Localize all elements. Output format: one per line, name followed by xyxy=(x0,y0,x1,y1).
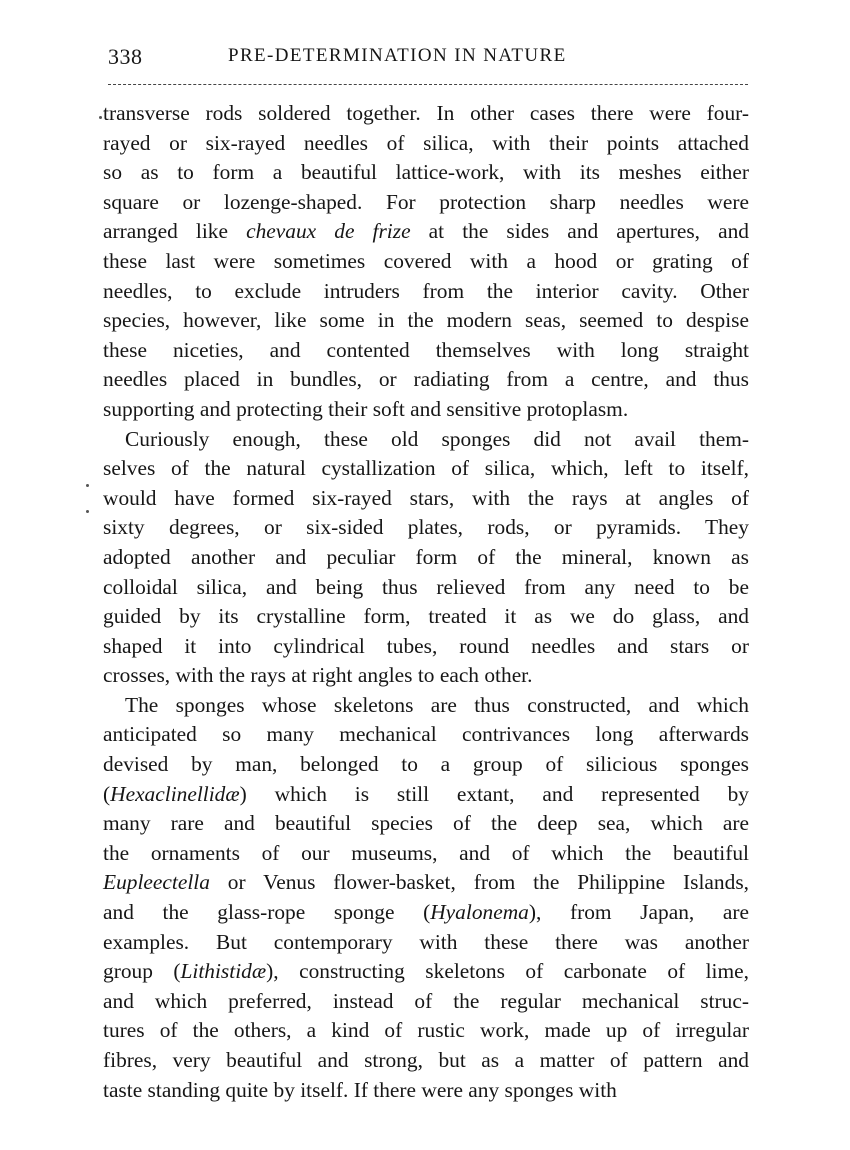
text-line: these last were sometimes covered with a hood or grating of xyxy=(103,248,749,273)
text-line: guided by its crystalline form, treated it as we do glass, and xyxy=(103,604,749,629)
text-line: and which preferred, instead of the regular mechanical struc- xyxy=(103,988,749,1013)
text-line: adopted another and peculiar form of the mineral, known as xyxy=(103,544,749,569)
text-line: and the glass-rope sponge (Hyalonema), from Japan, are xyxy=(103,900,749,925)
text-line: transverse rods soldered together. In other cases there were four- xyxy=(103,101,749,125)
text-line: needles, to exclude intruders from the interior cavity. Other xyxy=(103,278,749,303)
text-line: devised by man, belonged to a group of silicious sponges xyxy=(103,752,749,777)
text-line: Curiously enough, these old sponges did not avail them- xyxy=(125,426,749,451)
text-line: would have formed six-rayed stars, with the rays at angles of xyxy=(103,485,749,510)
text-line: the ornaments of our museums, and of which the beautiful xyxy=(103,840,749,865)
text-line: examples. But contemporary with these there was another xyxy=(103,929,749,954)
italic-term: Hexaclinellidæ xyxy=(110,781,240,806)
stray-mark xyxy=(99,116,102,119)
page-number: 338 xyxy=(108,44,143,69)
text-line: The sponges whose skeletons are thus constructed, and which xyxy=(125,692,749,717)
body-text xyxy=(103,99,749,1105)
text-line: shaped it into cylindrical tubes, round needles and stars or xyxy=(103,633,749,658)
text-line: rayed or six-rayed needles of silica, with their points attached xyxy=(103,130,749,155)
italic-term: chevaux de frize xyxy=(246,219,411,244)
running-title: PRE-DETERMINATION IN NATURE xyxy=(228,45,567,66)
italic-term: Lithistidæ xyxy=(180,959,267,984)
text-line: (Hexaclinellidæ) which is still extant, and represented by xyxy=(103,781,749,806)
text-line: these niceties, and contented themselves with long straight xyxy=(103,337,749,362)
text-line: colloidal silica, and being thus relieved from any need to be xyxy=(103,574,749,599)
text-line: taste standing quite by itself. If there were any sponges with xyxy=(103,1077,617,1102)
header-rule xyxy=(108,84,748,85)
text-line: selves of the natural cystallization of silica, which, left to itself, xyxy=(103,456,749,481)
text-line: sixty degrees, or six-sided plates, rods, or pyramids. They xyxy=(103,515,749,540)
text-line: tures of the others, a kind of rustic work, made up of irregular xyxy=(103,1018,749,1043)
text-line: needles placed in bundles, or radiating from a centre, and thus xyxy=(103,367,749,392)
text-line: supporting and protecting their soft and sensitive protoplasm. xyxy=(103,396,629,421)
running-head xyxy=(104,40,750,74)
italic-term: Hyalonema xyxy=(430,900,529,925)
text-line: Eupleectella or Venus flower-basket, from the Philippine Islands, xyxy=(103,870,749,895)
text-line: anticipated so many mechanical contrivances long afterwards xyxy=(103,722,749,747)
text-line: crosses, with the rays at right angles to each other. xyxy=(103,663,533,688)
text-line: fibres, very beautiful and strong, but as a matter of pattern and xyxy=(103,1048,749,1072)
stray-mark xyxy=(86,484,89,487)
italic-term: Eupleectella xyxy=(103,870,210,895)
stray-mark xyxy=(86,510,89,513)
text-line: square or lozenge-shaped. For protection sharp needles were xyxy=(103,189,749,214)
text-line: many rare and beautiful species of the deep sea, which are xyxy=(103,811,749,836)
text-line: group (Lithistidæ), constructing skeletons of carbonate of lime, xyxy=(103,959,749,984)
text-line: so as to form a beautiful lattice-work, with its meshes either xyxy=(103,160,749,185)
text-line: arranged like chevaux de frize at the sides and apertures, and xyxy=(103,219,750,244)
text-line: species, however, like some in the modern seas, seemed to despise xyxy=(103,308,749,333)
